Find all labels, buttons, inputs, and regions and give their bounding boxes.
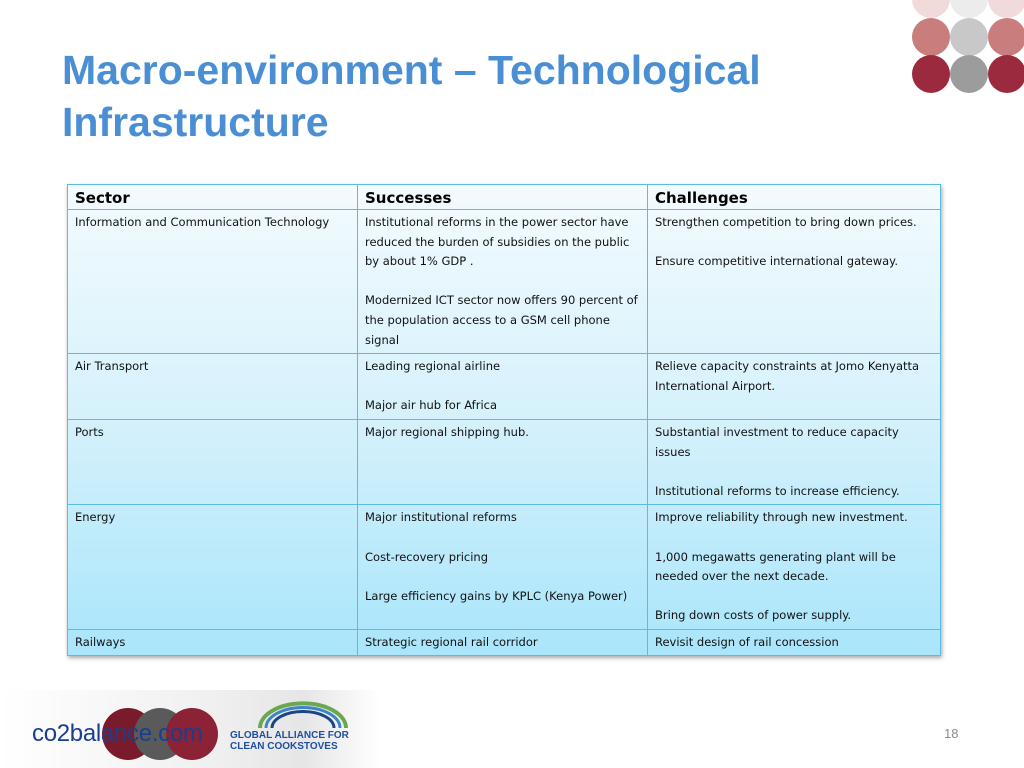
cell-line: Ensure competitive international gateway. — [655, 254, 898, 269]
cell-line: Institutional reforms in the power sector have — [365, 215, 629, 229]
slide-title: Macro-environment – Technological Infrastructure — [62, 47, 761, 145]
cell-line: Substantial investment to reduce capacity — [655, 424, 899, 439]
cell-successes — [358, 354, 648, 420]
cell-line — [365, 528, 640, 548]
cell-sector — [68, 629, 358, 656]
cell-successes — [358, 629, 648, 656]
cell-challenges — [648, 505, 941, 630]
cell-line: Major air hub for Africa — [365, 398, 498, 413]
cell-line: Air Transport — [75, 359, 149, 374]
cell-line — [655, 528, 933, 548]
cell-line: signal — [365, 332, 400, 347]
header-successes: Successes — [358, 185, 648, 210]
cell-line: Modernized ICT sector now offers 90 percent of — [365, 293, 638, 308]
cell-sector — [68, 505, 358, 630]
cookstove-arc-icon — [230, 698, 380, 730]
cell-line: Revisit design of rail concession — [655, 634, 839, 649]
cell-line: needed over the next decade. — [655, 569, 829, 584]
cell-successes — [358, 505, 648, 630]
cell-line: Strategic regional rail corridor — [365, 634, 538, 649]
infrastructure-table — [67, 184, 941, 656]
cell-line — [365, 567, 640, 587]
cell-line: Cost-recovery pricing — [365, 549, 489, 564]
table-row — [68, 354, 941, 420]
cell-line — [655, 462, 933, 482]
cell-challenges — [648, 629, 941, 656]
cell-line — [655, 233, 933, 253]
header-challenges: Challenges — [648, 185, 941, 210]
cell-challenges — [648, 210, 941, 354]
cell-line: Leading regional airline — [365, 359, 501, 374]
alliance-logo — [230, 700, 380, 760]
cell-line: issues — [655, 444, 691, 459]
cell-challenges — [648, 419, 941, 504]
cell-line: by about 1% GDP . — [365, 254, 474, 269]
cell-line: Major regional shipping hub. — [365, 424, 529, 439]
table-row — [68, 629, 941, 656]
cell-sector — [68, 354, 358, 420]
cell-successes — [358, 419, 648, 504]
cell-line: Institutional reforms to increase efficiency. — [655, 483, 900, 498]
table-row — [68, 419, 941, 504]
cell-line: Large efficiency gains by KPLC (Kenya Power) — [365, 588, 628, 603]
cell-line: Energy — [75, 510, 116, 525]
alliance-logo-line2: CLEAN COOKSTOVES — [230, 741, 338, 752]
cell-line: Major institutional reforms — [365, 510, 517, 525]
decorative-dots — [908, 0, 1024, 98]
cell-line: the population access to a GSM cell phone — [365, 312, 610, 327]
cell-line — [655, 587, 933, 607]
co2balance-logo-text: co2balance.com — [32, 720, 203, 747]
cell-line: International Airport. — [655, 378, 776, 393]
cell-line: Bring down costs of power supply. — [655, 608, 852, 623]
cell-line — [365, 377, 640, 397]
cell-line: Improve reliability through new investment. — [655, 510, 908, 525]
cell-line — [365, 272, 640, 292]
table-row — [68, 505, 941, 630]
page-number: 18 — [944, 726, 959, 741]
table-header-row — [68, 185, 941, 210]
cell-line: Railways — [75, 634, 126, 649]
cell-sector — [68, 419, 358, 504]
cell-line: Information and Communication Technology — [75, 215, 330, 229]
table-row — [68, 210, 941, 354]
alliance-logo-line1: GLOBAL ALLIANCE FOR — [230, 730, 349, 741]
cell-line: Relieve capacity constraints at Jomo Kenyatta — [655, 359, 920, 374]
cell-successes — [358, 210, 648, 354]
cell-sector — [68, 210, 358, 354]
cell-line: Ports — [75, 424, 104, 439]
co2balance-logo — [32, 708, 232, 760]
cell-line: reduced the burden of subsidies on the public — [365, 234, 630, 249]
cell-line: 1,000 megawatts generating plant will be — [655, 549, 896, 564]
header-sector: Sector — [68, 185, 358, 210]
cell-challenges — [648, 354, 941, 420]
cell-line: Strengthen competition to bring down prices. — [655, 215, 917, 229]
